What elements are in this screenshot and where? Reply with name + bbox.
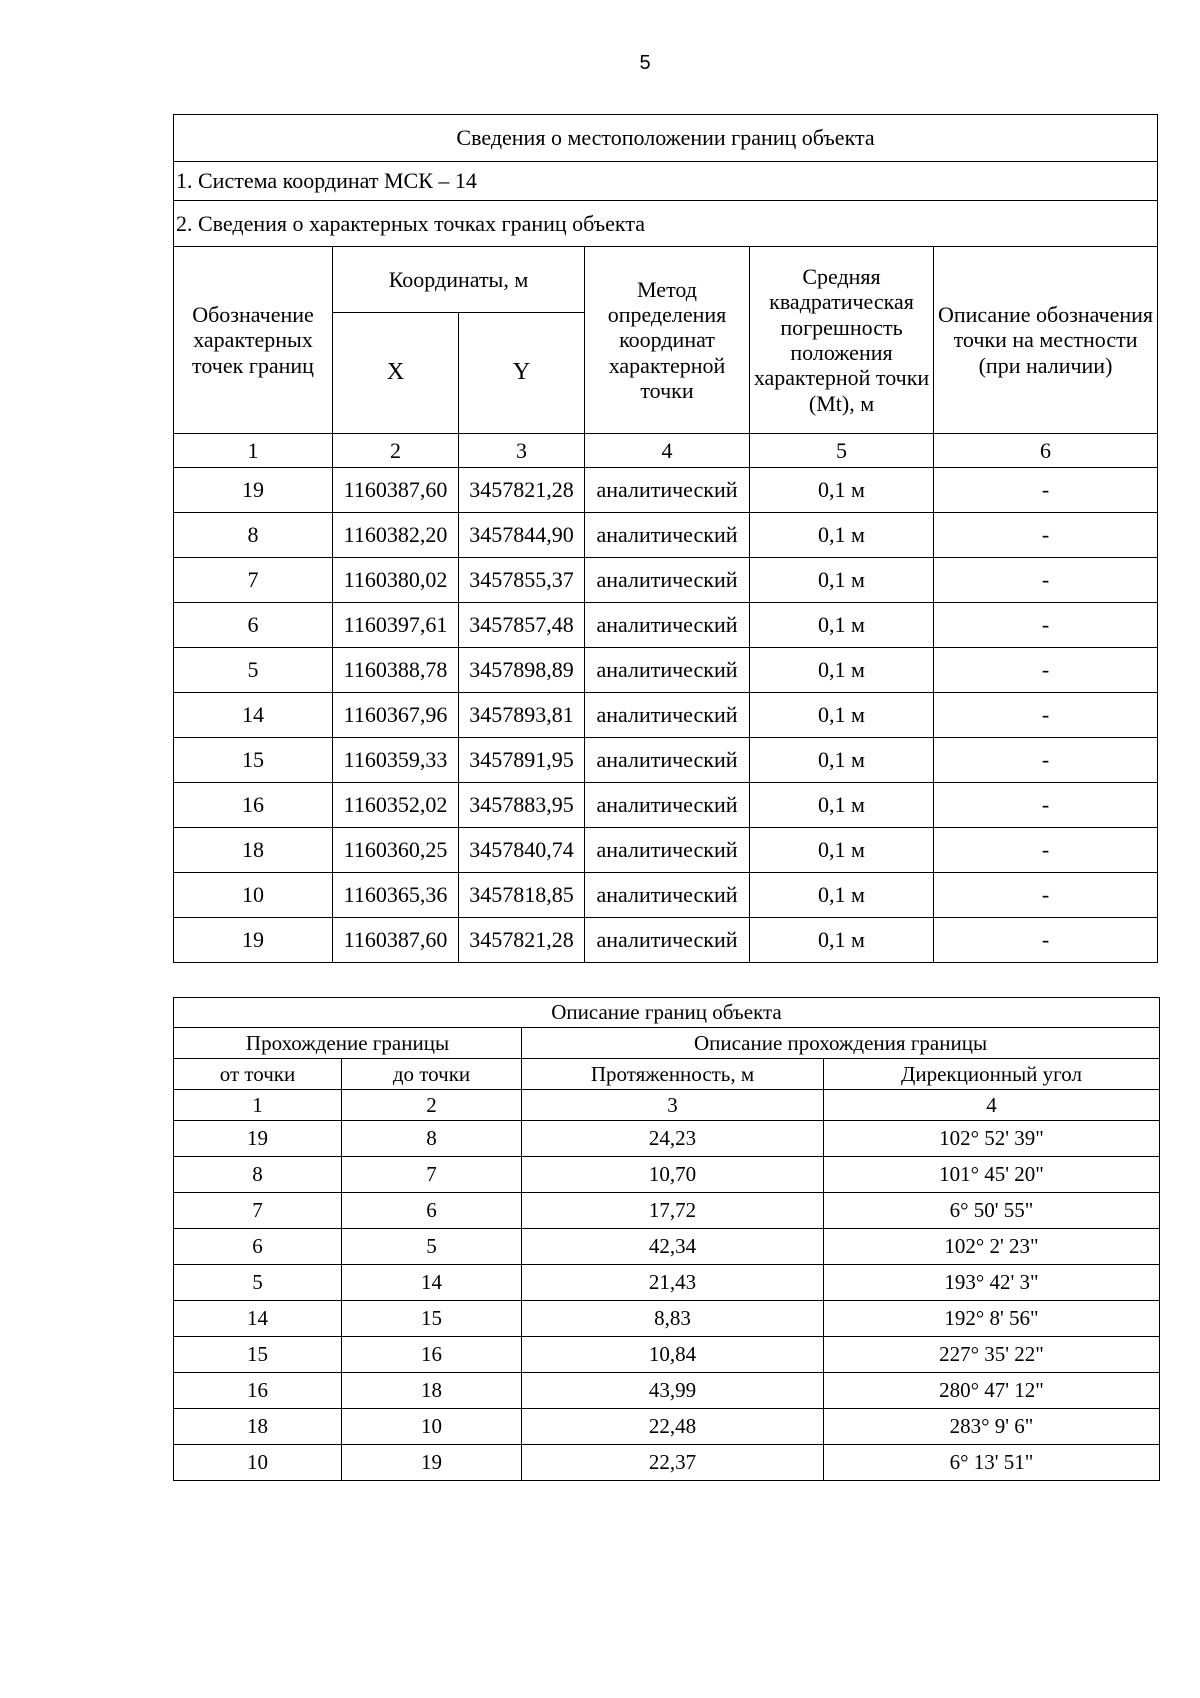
description-cell: - <box>934 918 1158 963</box>
method-cell: аналитический <box>585 693 750 738</box>
point-cell: 19 <box>174 918 333 963</box>
column-number: 2 <box>333 434 459 468</box>
error-cell: 0,1 м <box>750 558 934 603</box>
description-title: Описание границ объекта <box>174 998 1160 1028</box>
length-cell: 17,72 <box>522 1193 824 1229</box>
description-cell: - <box>934 558 1158 603</box>
description-cell: - <box>934 513 1158 558</box>
to-header: до точки <box>342 1059 522 1090</box>
boundaries-table <box>173 114 1158 963</box>
length-cell: 43,99 <box>522 1373 824 1409</box>
y-cell: 3457840,74 <box>459 828 585 873</box>
to-cell: 8 <box>342 1121 522 1157</box>
table-row <box>174 738 1158 783</box>
header-coordinates: Координаты, м <box>333 247 585 313</box>
length-cell: 10,84 <box>522 1337 824 1373</box>
column-number: 3 <box>522 1090 824 1121</box>
point-cell: 18 <box>174 828 333 873</box>
segments-body <box>174 1121 1160 1481</box>
table-row <box>174 648 1158 693</box>
to-cell: 18 <box>342 1373 522 1409</box>
column-number: 5 <box>750 434 934 468</box>
method-cell: аналитический <box>585 603 750 648</box>
y-cell: 3457883,95 <box>459 783 585 828</box>
from-cell: 8 <box>174 1157 342 1193</box>
table-row <box>174 513 1158 558</box>
error-cell: 0,1 м <box>750 648 934 693</box>
angle-cell: 102° 52' 39" <box>824 1121 1160 1157</box>
method-cell: аналитический <box>585 873 750 918</box>
header-y: Y <box>459 313 585 434</box>
table-row <box>174 918 1158 963</box>
angle-cell: 6° 13' 51" <box>824 1445 1160 1481</box>
from-cell: 19 <box>174 1121 342 1157</box>
angle-header: Дирекционный угол <box>824 1059 1160 1090</box>
x-cell: 1160387,60 <box>333 918 459 963</box>
point-cell: 5 <box>174 648 333 693</box>
error-cell: 0,1 м <box>750 603 934 648</box>
table-row <box>174 1301 1160 1337</box>
angle-cell: 280° 47' 12" <box>824 1373 1160 1409</box>
column-number: 1 <box>174 434 333 468</box>
header-designation: Обозначение характерных точек границ <box>174 247 333 434</box>
column-number: 4 <box>585 434 750 468</box>
table-row <box>174 1193 1160 1229</box>
coord-system: 1. Система координат МСК – 14 <box>174 162 1158 201</box>
method-cell: аналитический <box>585 513 750 558</box>
length-cell: 22,48 <box>522 1409 824 1445</box>
column-number: 3 <box>459 434 585 468</box>
length-header: Протяженность, м <box>522 1059 824 1090</box>
x-cell: 1160387,60 <box>333 468 459 513</box>
points-body <box>174 468 1158 963</box>
method-cell: аналитический <box>585 648 750 693</box>
method-cell: аналитический <box>585 558 750 603</box>
x-cell: 1160367,96 <box>333 693 459 738</box>
column-number: 1 <box>174 1090 342 1121</box>
from-cell: 7 <box>174 1193 342 1229</box>
to-cell: 10 <box>342 1409 522 1445</box>
y-cell: 3457855,37 <box>459 558 585 603</box>
page-number: 5 <box>639 52 651 74</box>
passage-desc-header: Описание прохождения границы <box>522 1028 1160 1059</box>
from-cell: 10 <box>174 1445 342 1481</box>
table-row <box>174 873 1158 918</box>
header-x: X <box>333 313 459 434</box>
table-row <box>174 1337 1160 1373</box>
from-cell: 18 <box>174 1409 342 1445</box>
angle-cell: 6° 50' 55" <box>824 1193 1160 1229</box>
column-number: 2 <box>342 1090 522 1121</box>
table-row <box>174 783 1158 828</box>
description-table <box>173 997 1160 1481</box>
table-row <box>174 1445 1160 1481</box>
length-cell: 21,43 <box>522 1265 824 1301</box>
from-cell: 16 <box>174 1373 342 1409</box>
table-row <box>174 468 1158 513</box>
table-row <box>174 693 1158 738</box>
point-cell: 16 <box>174 783 333 828</box>
point-cell: 19 <box>174 468 333 513</box>
x-cell: 1160380,02 <box>333 558 459 603</box>
from-cell: 15 <box>174 1337 342 1373</box>
to-cell: 16 <box>342 1337 522 1373</box>
points-caption: 2. Сведения о характерных точках границ объекта <box>174 201 1158 247</box>
point-cell: 8 <box>174 513 333 558</box>
y-cell: 3457898,89 <box>459 648 585 693</box>
table-row <box>174 1373 1160 1409</box>
header-method: Метод определения координат характерной точки <box>585 247 750 434</box>
to-cell: 7 <box>342 1157 522 1193</box>
table-row <box>174 1409 1160 1445</box>
table-row <box>174 558 1158 603</box>
y-cell: 3457857,48 <box>459 603 585 648</box>
error-cell: 0,1 м <box>750 918 934 963</box>
x-cell: 1160397,61 <box>333 603 459 648</box>
column-number: 4 <box>824 1090 1160 1121</box>
description-cell: - <box>934 693 1158 738</box>
header-description: Описание обозначения точки на местности (при наличии) <box>934 247 1158 434</box>
y-cell: 3457821,28 <box>459 918 585 963</box>
error-cell: 0,1 м <box>750 513 934 558</box>
x-cell: 1160352,02 <box>333 783 459 828</box>
error-cell: 0,1 м <box>750 828 934 873</box>
y-cell: 3457821,28 <box>459 468 585 513</box>
length-cell: 42,34 <box>522 1229 824 1265</box>
table-row <box>174 603 1158 648</box>
method-cell: аналитический <box>585 468 750 513</box>
length-cell: 10,70 <box>522 1157 824 1193</box>
x-cell: 1160365,36 <box>333 873 459 918</box>
x-cell: 1160360,25 <box>333 828 459 873</box>
to-cell: 14 <box>342 1265 522 1301</box>
point-cell: 15 <box>174 738 333 783</box>
method-cell: аналитический <box>585 828 750 873</box>
angle-cell: 283° 9' 6" <box>824 1409 1160 1445</box>
angle-cell: 193° 42' 3" <box>824 1265 1160 1301</box>
to-cell: 19 <box>342 1445 522 1481</box>
description-cell: - <box>934 648 1158 693</box>
angle-cell: 101° 45' 20" <box>824 1157 1160 1193</box>
description-cell: - <box>934 783 1158 828</box>
to-cell: 6 <box>342 1193 522 1229</box>
point-cell: 14 <box>174 693 333 738</box>
error-cell: 0,1 м <box>750 468 934 513</box>
y-cell: 3457893,81 <box>459 693 585 738</box>
error-cell: 0,1 м <box>750 873 934 918</box>
from-header: от точки <box>174 1059 342 1090</box>
header-error: Средняя квадратическая погрешность положения характерной точки (Mt), м <box>750 247 934 434</box>
length-cell: 24,23 <box>522 1121 824 1157</box>
x-cell: 1160388,78 <box>333 648 459 693</box>
error-cell: 0,1 м <box>750 738 934 783</box>
method-cell: аналитический <box>585 783 750 828</box>
point-cell: 10 <box>174 873 333 918</box>
length-cell: 22,37 <box>522 1445 824 1481</box>
description-cell: - <box>934 468 1158 513</box>
table-row <box>174 828 1158 873</box>
description-cell: - <box>934 603 1158 648</box>
column-number: 6 <box>934 434 1158 468</box>
table-row <box>174 1121 1160 1157</box>
method-cell: аналитический <box>585 918 750 963</box>
passage-header: Прохождение границы <box>174 1028 522 1059</box>
from-cell: 6 <box>174 1229 342 1265</box>
table-row <box>174 1265 1160 1301</box>
method-cell: аналитический <box>585 738 750 783</box>
point-cell: 6 <box>174 603 333 648</box>
error-cell: 0,1 м <box>750 693 934 738</box>
angle-cell: 102° 2' 23" <box>824 1229 1160 1265</box>
y-cell: 3457818,85 <box>459 873 585 918</box>
angle-cell: 192° 8' 56" <box>824 1301 1160 1337</box>
table-title: Сведения о местоположении границ объекта <box>174 115 1158 162</box>
error-cell: 0,1 м <box>750 783 934 828</box>
to-cell: 5 <box>342 1229 522 1265</box>
from-cell: 5 <box>174 1265 342 1301</box>
x-cell: 1160382,20 <box>333 513 459 558</box>
description-cell: - <box>934 738 1158 783</box>
description-cell: - <box>934 828 1158 873</box>
y-cell: 3457891,95 <box>459 738 585 783</box>
table-row <box>174 1157 1160 1193</box>
length-cell: 8,83 <box>522 1301 824 1337</box>
description-cell: - <box>934 873 1158 918</box>
x-cell: 1160359,33 <box>333 738 459 783</box>
from-cell: 14 <box>174 1301 342 1337</box>
angle-cell: 227° 35' 22" <box>824 1337 1160 1373</box>
to-cell: 15 <box>342 1301 522 1337</box>
y-cell: 3457844,90 <box>459 513 585 558</box>
table-row <box>174 1229 1160 1265</box>
point-cell: 7 <box>174 558 333 603</box>
